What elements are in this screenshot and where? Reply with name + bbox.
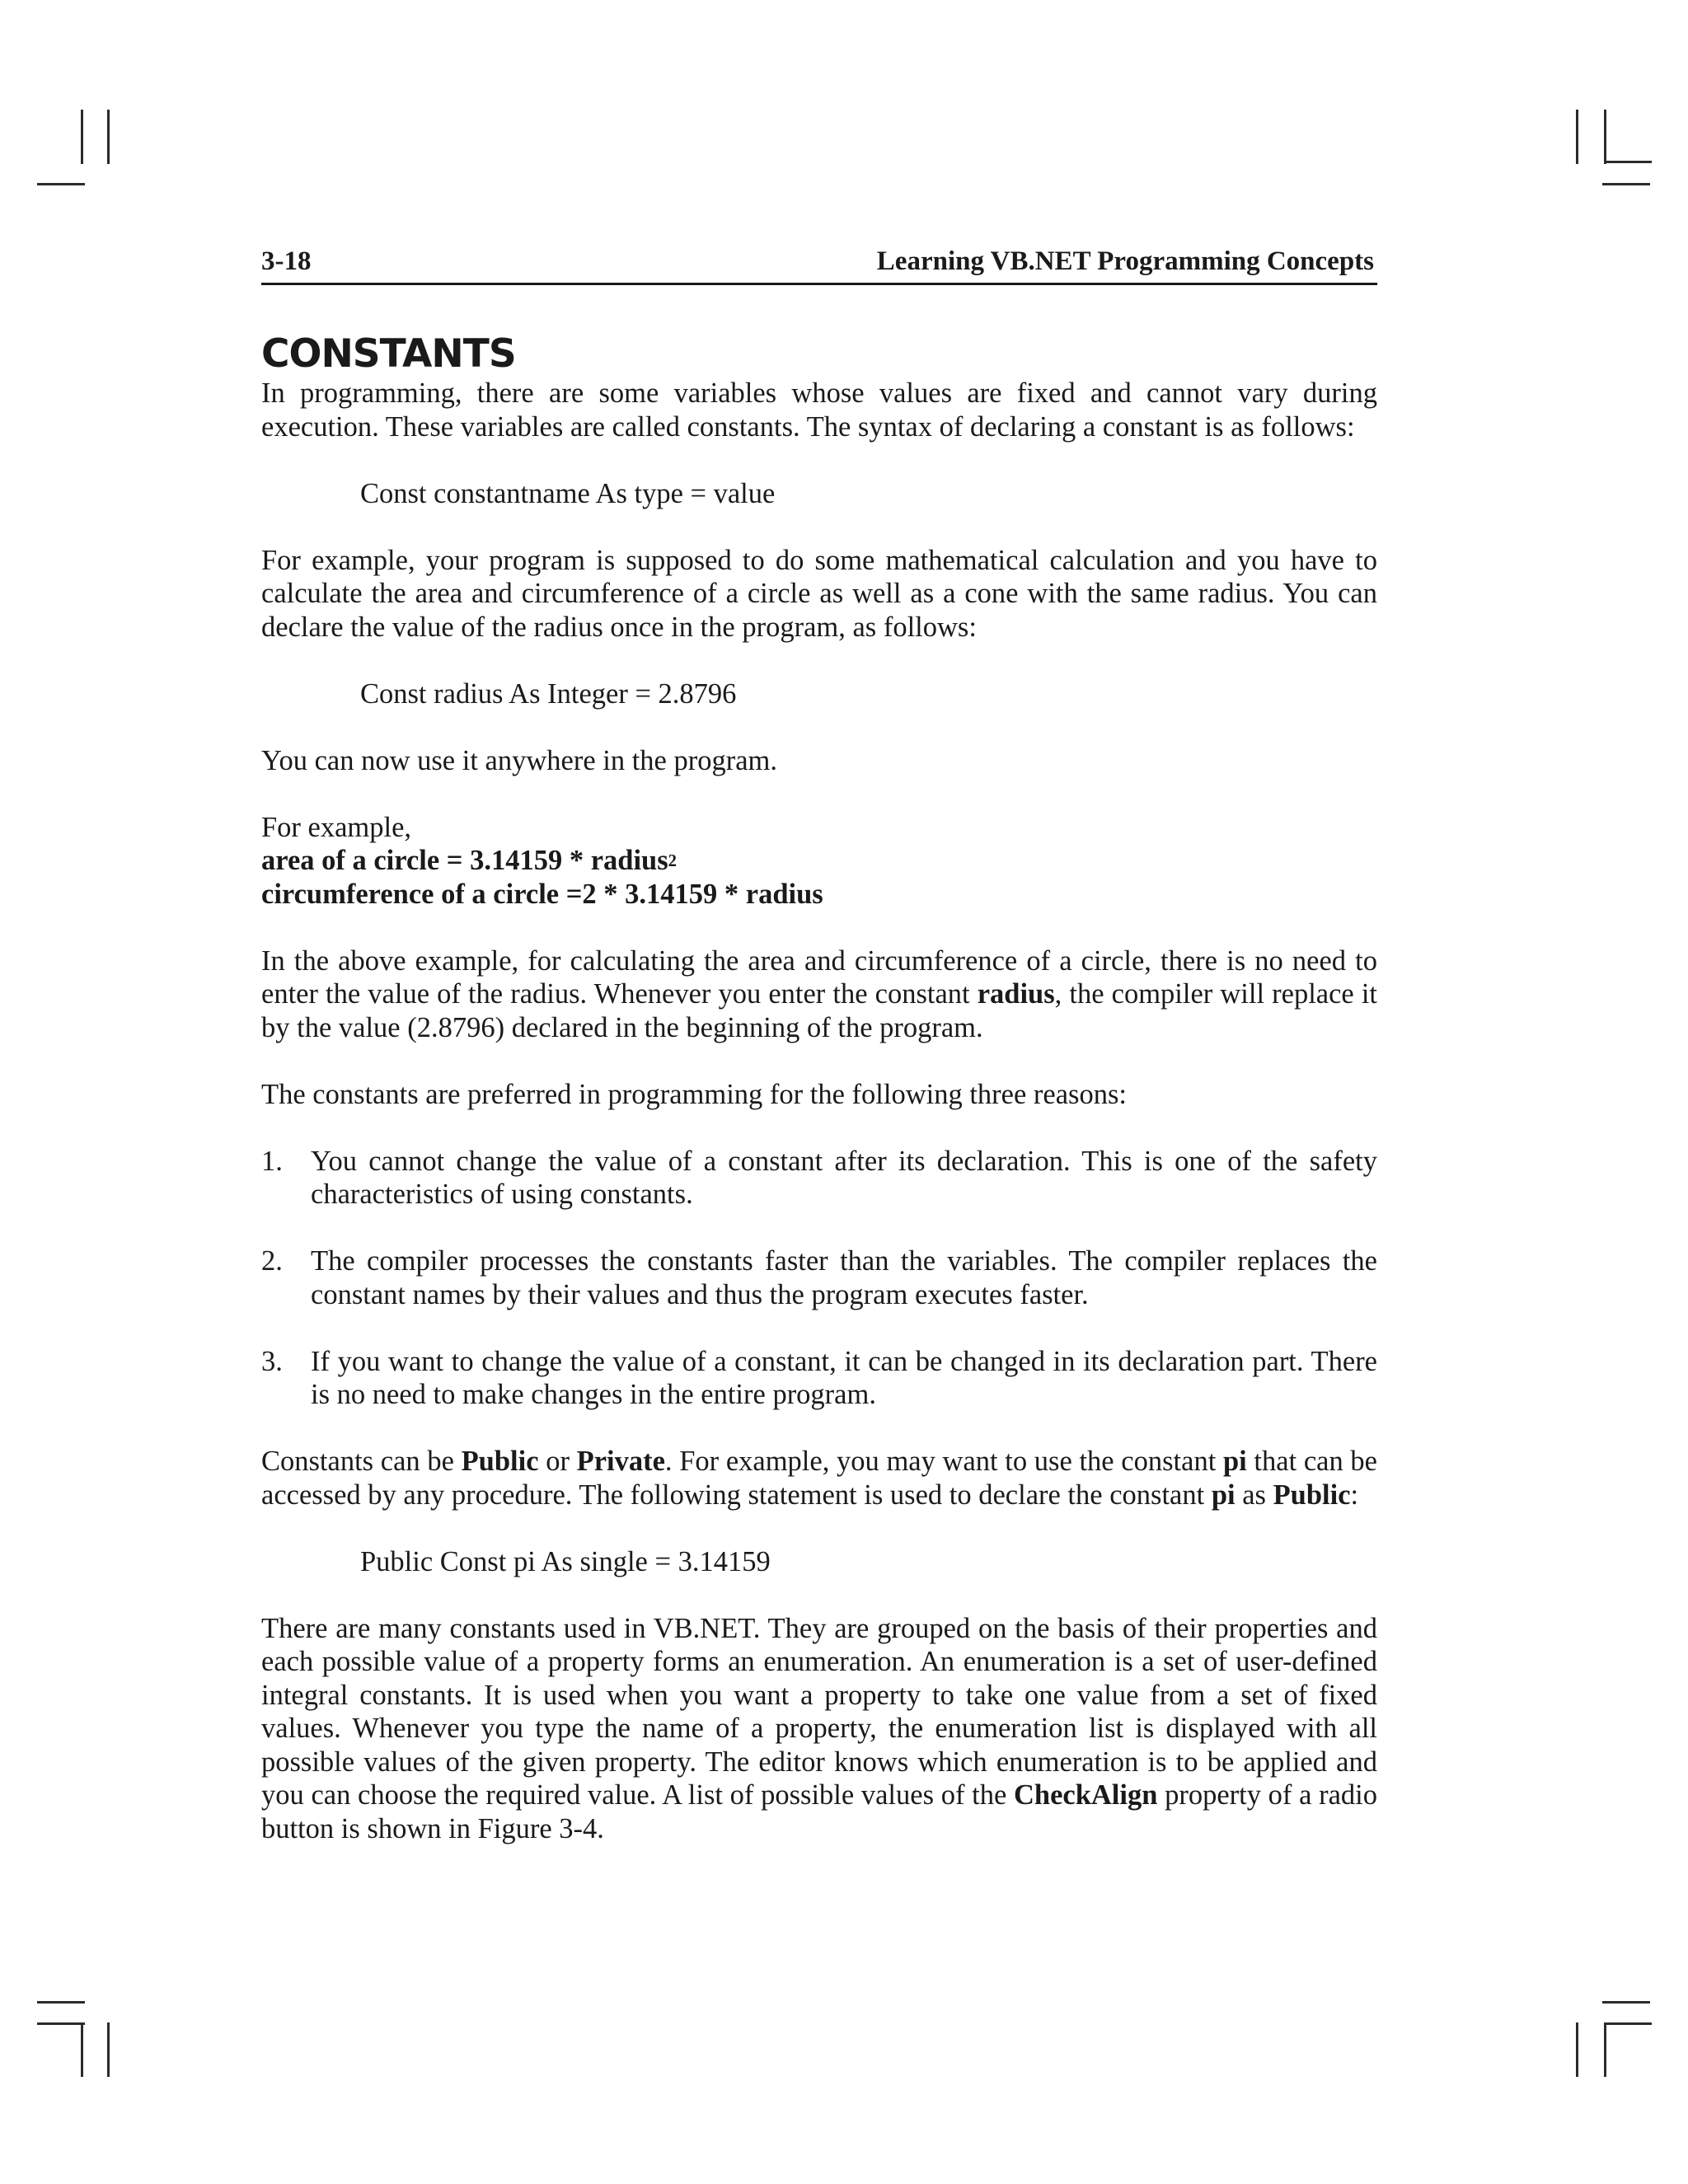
radius-declaration: Const radius As Integer = 2.8796 <box>360 677 737 710</box>
crop-mark <box>81 2022 83 2077</box>
formula-area-exponent: 2 <box>668 851 677 870</box>
list-item <box>261 1244 1377 1311</box>
list-item <box>261 1145 1377 1212</box>
example-paragraph: For example, your program is supposed to do some mathematical calculation and you have to calculate the area and circumference of a circle as well as a cone with the same radius. You can declare the value of the radius once in the program, as follows: <box>261 544 1377 643</box>
crop-mark <box>37 183 85 185</box>
list-item <box>261 1345 1377 1412</box>
running-header <box>261 243 1377 285</box>
crop-mark <box>81 110 83 164</box>
formula-area-text: area of a circle = 3.14159 * radius <box>261 845 668 876</box>
explain-text: In the above example, for calculating the area and circumference of a circle, there is no need to enter the value of the radius. Whenever you enter the constant <box>261 944 1377 1010</box>
use-anywhere-text: You can now use it anywhere in the program. <box>261 744 777 776</box>
crop-mark <box>1604 2022 1606 2077</box>
keyword: pi <box>1211 1479 1236 1511</box>
list-text: The compiler processes the constants faster than the variables. The compiler replaces the constant names by their values and thus the program executes faster. <box>311 1245 1377 1310</box>
intro-paragraph: In programming, there are some variables whose values are fixed and cannot vary during execution. These variables are called constants. The syntax of declaring a constant is as follows: <box>261 377 1377 443</box>
crop-mark <box>1576 110 1578 164</box>
book-title: Learning VB.NET Programming Concepts <box>876 246 1374 276</box>
keyword: Public <box>1273 1479 1351 1511</box>
formula-area <box>261 844 1377 878</box>
crop-mark <box>37 2001 85 2004</box>
paragraph-text: Constants can be <box>261 1446 462 1477</box>
for-example-label: For example, <box>261 811 412 843</box>
crop-mark <box>1576 2022 1578 2077</box>
page-number: 3-18 <box>261 246 312 276</box>
crop-mark <box>107 110 110 164</box>
paragraph-text: . For example, you may want to use the constant <box>664 1446 1223 1477</box>
paragraph-text: : <box>1350 1479 1359 1511</box>
reasons-intro: The constants are preferred in programming for the following three reasons: <box>261 1078 1127 1110</box>
list-number: 3. <box>261 1345 283 1377</box>
list-text: You cannot change the value of a constant after its declaration. This is one of the safety characteristics of using constants. <box>311 1145 1377 1210</box>
syntax-line: Const constantname As type = value <box>360 477 776 509</box>
page-content <box>261 243 1377 1845</box>
enumeration-paragraph <box>261 1612 1377 1846</box>
crop-mark <box>37 2022 85 2025</box>
crop-mark <box>1604 161 1652 163</box>
crop-mark <box>1602 2001 1650 2004</box>
explain-keyword: radius <box>977 978 1055 1010</box>
list-number: 1. <box>261 1145 283 1177</box>
crop-mark <box>1602 183 1650 185</box>
crop-mark <box>1604 2022 1652 2025</box>
section-title: CONSTANTS <box>261 331 516 377</box>
list-text: If you want to change the value of a constant, it can be changed in its declaration part. There is no need to make changes in the entire program. <box>311 1345 1377 1410</box>
crop-mark <box>107 2022 110 2077</box>
keyword: Public <box>461 1446 539 1477</box>
crop-mark <box>1604 110 1606 164</box>
keyword: CheckAlign <box>1013 1779 1158 1811</box>
formula-circumference: circumference of a circle =2 * 3.14159 * radius <box>261 878 823 910</box>
paragraph-text: There are many constants used in VB.NET. They are grouped on the basis of their properties and each possible value of a property forms an enumeration. An enumeration is a set of user-defined integral constants. It is used when you want a property to take one value from a set of fixed values. Whenever you type the name of a property, the enumeration list is displayed with all possible values of the given property. The editor knows which enumeration is to be applied and you can choose the required value. A list of possible values of the <box>261 1612 1377 1811</box>
explain-text: , the compiler will replace it by the value (2.8796) declared in the beginning of the program. <box>261 978 1377 1043</box>
paragraph-text: property of a radio button is shown in Figure 3-4. <box>261 1779 1377 1844</box>
keyword: Private <box>576 1446 665 1477</box>
public-private-paragraph <box>261 1445 1377 1511</box>
paragraph-text: or <box>538 1446 577 1477</box>
keyword: pi <box>1222 1446 1247 1477</box>
paragraph-text: that can be accessed by any procedure. The following statement is used to declare the constant <box>261 1446 1377 1511</box>
explain-paragraph <box>261 944 1377 1045</box>
list-number: 2. <box>261 1245 283 1277</box>
pi-declaration: Public Const pi As single = 3.14159 <box>360 1545 771 1577</box>
paragraph-text: as <box>1235 1479 1273 1511</box>
